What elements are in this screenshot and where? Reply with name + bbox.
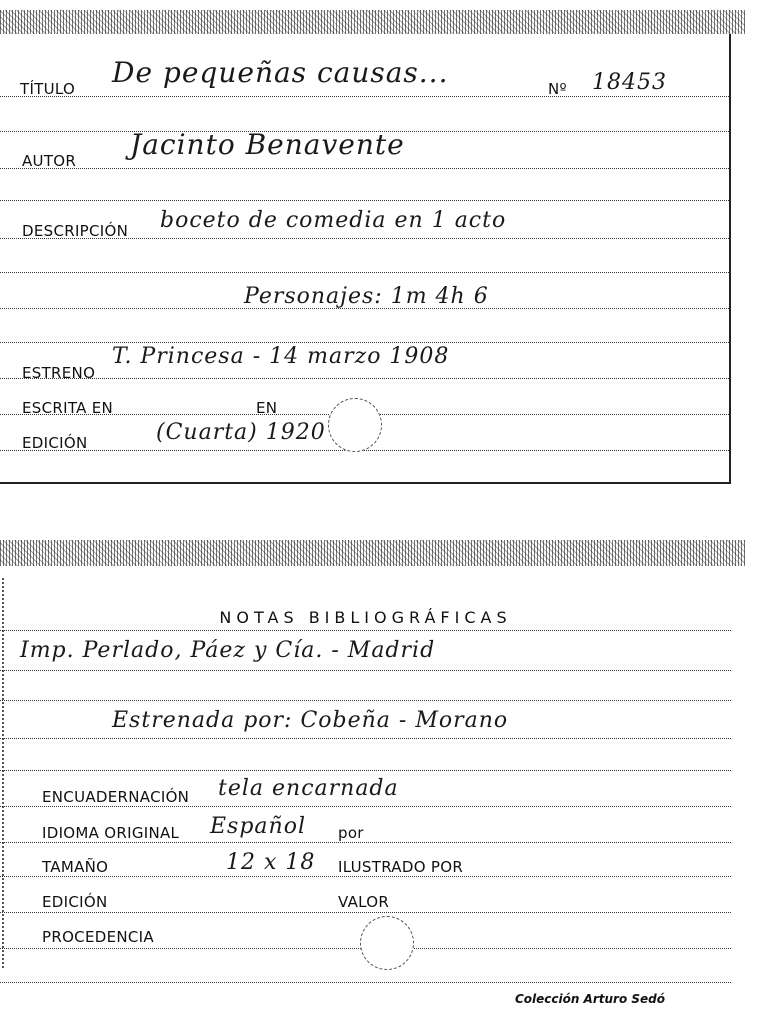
dotted-rule [0, 670, 731, 671]
edicion-label: EDICIÓN [22, 434, 88, 452]
procedencia-label: PROCEDENCIA [42, 928, 154, 946]
notas-heading: NOTAS BIBLIOGRÁFICAS [219, 608, 512, 627]
dotted-rule [0, 378, 731, 379]
torn-edge [0, 10, 745, 34]
idioma-label: IDIOMA ORIGINAL [42, 824, 180, 842]
titulo-value: De pequeñas causas... [112, 56, 449, 89]
dotted-rule [0, 982, 731, 983]
edicion-value: (Cuarta) 1920 [156, 420, 326, 445]
personajes-value: Personajes: 1m 4h 6 [244, 284, 489, 309]
dotted-rule [0, 842, 731, 843]
encuadernacion-label: ENCUADERNACIÓN [42, 788, 190, 806]
collection-footer: Colección Arturo Sedó [514, 992, 665, 1006]
escrita-en-label: ESCRITA EN [22, 399, 114, 417]
nota-imprenta: Imp. Perlado, Páez y Cía. - Madrid [20, 638, 436, 663]
card-border-left [2, 578, 4, 968]
titulo-label: TÍTULO [20, 80, 76, 98]
dotted-rule [0, 450, 731, 451]
card-border-bottom [0, 482, 731, 484]
nota-estreno: Estrenada por: Cobeña - Morano [112, 708, 509, 733]
dotted-rule [0, 700, 731, 701]
dotted-rule [0, 912, 731, 913]
numero-label: Nº [548, 80, 567, 98]
autor-value: Jacinto Benavente [130, 128, 405, 161]
catalog-card-back [0, 538, 745, 1028]
encuadernacion-value: tela encarnada [218, 776, 399, 801]
descripcion-label: DESCRIPCIÓN [22, 222, 129, 240]
dotted-rule [0, 630, 731, 631]
dotted-rule [0, 342, 731, 343]
tamano-label: TAMAÑO [42, 858, 109, 876]
numero-value: 18453 [592, 70, 667, 95]
torn-edge [0, 540, 745, 566]
punch-hole [328, 398, 382, 452]
tamano-value: 12 x 18 [226, 850, 316, 875]
ilustrado-label: ILUSTRADO POR [338, 858, 464, 876]
dotted-rule [0, 876, 731, 877]
card-border [729, 34, 731, 484]
dotted-rule [0, 200, 731, 201]
punch-hole [360, 916, 414, 970]
por-label: por [338, 824, 364, 842]
edicion-label-2: EDICIÓN [42, 893, 108, 911]
estreno-value: T. Princesa - 14 marzo 1908 [112, 344, 450, 369]
valor-label: VALOR [338, 893, 390, 911]
en-label: EN [256, 399, 278, 417]
catalog-card-front [0, 0, 745, 492]
dotted-rule [0, 96, 731, 97]
estreno-label: ESTRENO [22, 364, 96, 382]
idioma-value: Español [210, 814, 306, 839]
dotted-rule [0, 738, 731, 739]
dotted-rule [0, 168, 731, 169]
descripcion-value: boceto de comedia en 1 acto [160, 208, 507, 233]
dotted-rule [0, 806, 731, 807]
autor-label: AUTOR [22, 152, 77, 170]
dotted-rule [0, 770, 731, 771]
dotted-rule [0, 272, 731, 273]
